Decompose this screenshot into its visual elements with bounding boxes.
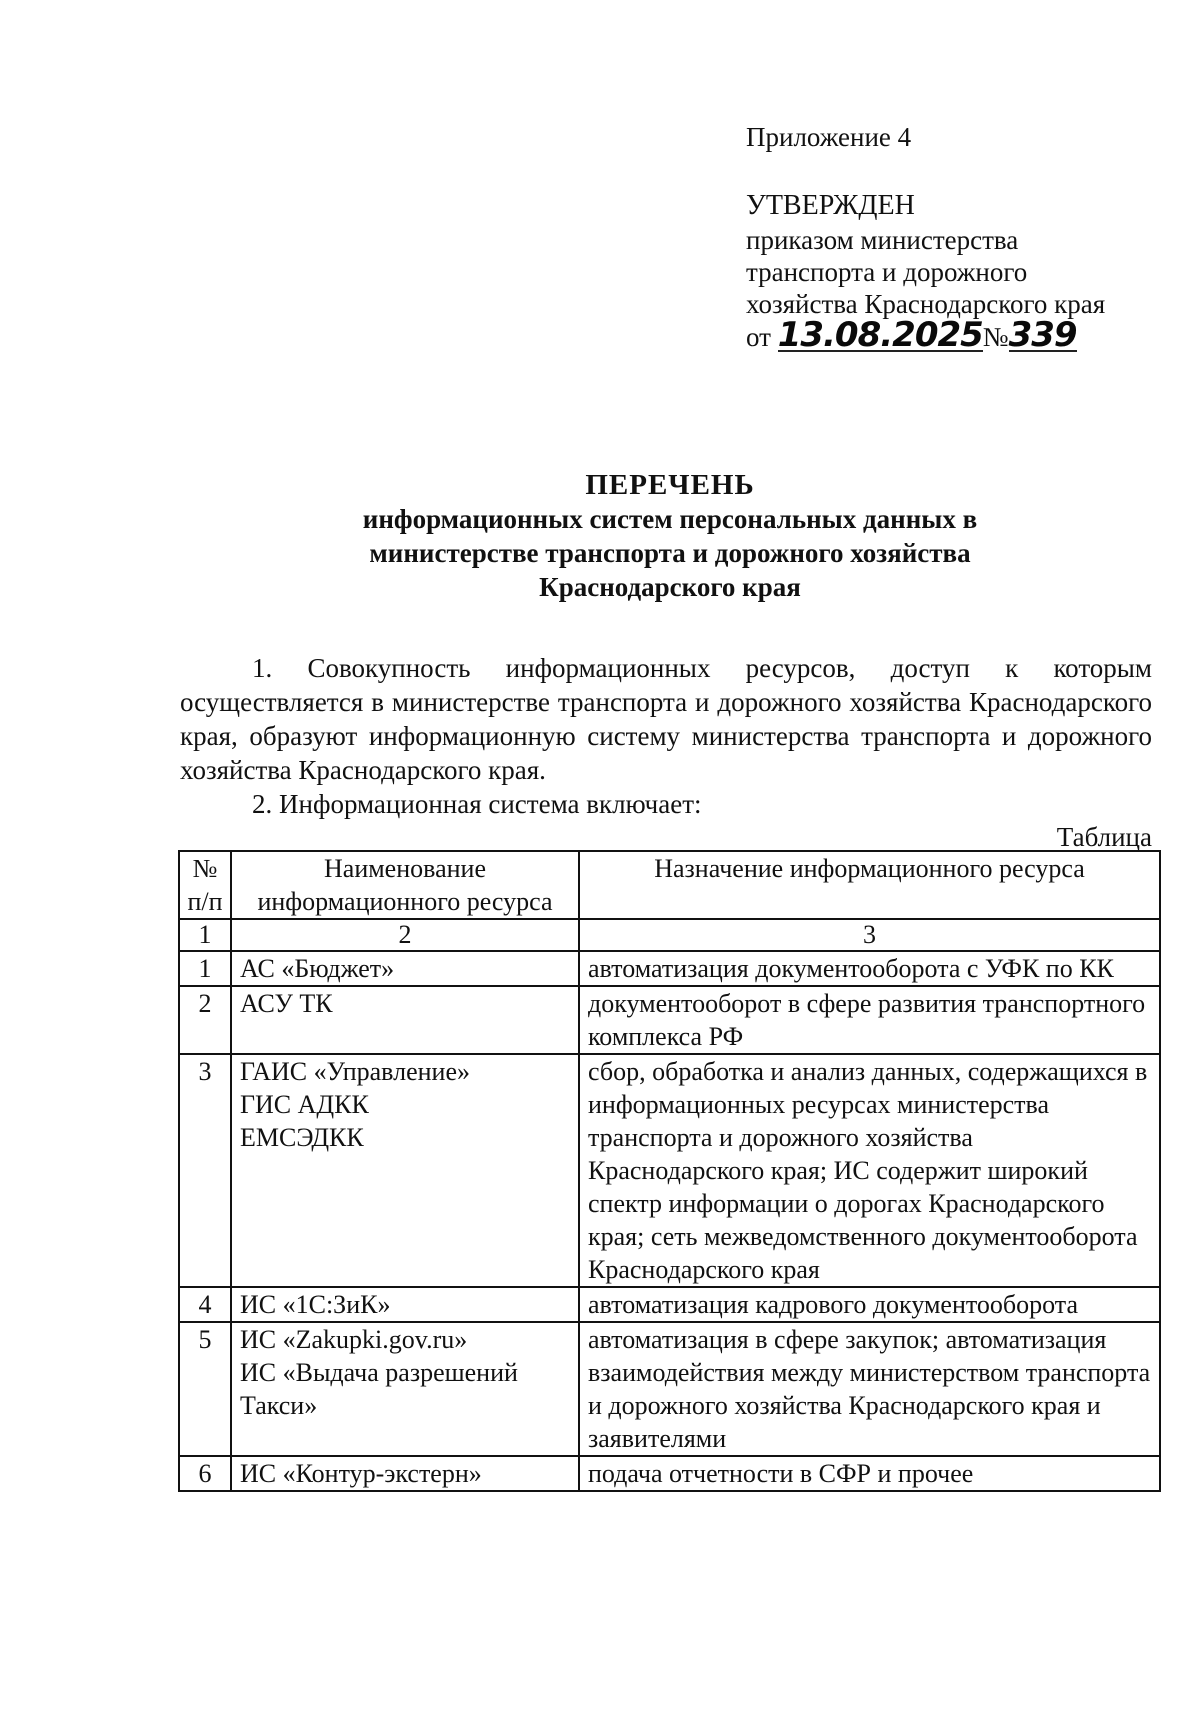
- approved-line: хозяйства Краснодарского края: [746, 289, 1106, 319]
- row-name: [231, 1322, 579, 1456]
- approved-heading: УТВЕРЖДЕН: [746, 190, 915, 221]
- row-purpose: автоматизация в сфере закупок; автоматизация взаимодействия между министерством транспорта и дорожного хозяйства Краснодарского края и заявителями: [579, 1322, 1160, 1456]
- column-number: 3: [579, 919, 1160, 951]
- resource-name: ИС «Zakupki.gov.ru»: [240, 1325, 468, 1354]
- title-line: министерстве транспорта и дорожного хозяйства: [369, 538, 971, 568]
- resource-name: ИС «Контур-экстерн»: [240, 1459, 482, 1488]
- resource-name: ИС «1С:ЗиК»: [240, 1290, 391, 1319]
- resource-name: ИС «Выдача разрешений Такси»: [240, 1358, 518, 1420]
- row-name: [231, 951, 579, 986]
- order-date-handwritten: 13.08.2025: [777, 315, 983, 355]
- approval-block: [746, 190, 1105, 353]
- resource-name: АСУ ТК: [240, 989, 333, 1018]
- approved-line: транспорта и дорожного: [746, 257, 1028, 287]
- table-row: [179, 986, 1160, 1054]
- row-num: 2: [179, 986, 231, 1054]
- row-num: 5: [179, 1322, 231, 1456]
- title-line: Краснодарского края: [539, 572, 801, 602]
- resource-name: ЕМСЭДКК: [240, 1123, 364, 1152]
- row-name: [231, 1456, 579, 1491]
- resource-name: АС «Бюджет»: [240, 954, 395, 983]
- row-num: 1: [179, 951, 231, 986]
- header-purpose: Назначение информационного ресурса: [579, 851, 1160, 919]
- title-line: информационных систем персональных данных в: [362, 504, 978, 534]
- row-name: [231, 1287, 579, 1322]
- document-title: [180, 468, 1160, 604]
- header-name: Наименование информационного ресурса: [231, 851, 579, 919]
- row-purpose: автоматизация документооборота с УФК по КК: [579, 951, 1160, 986]
- row-purpose: подача отчетности в СФР и прочее: [579, 1456, 1160, 1491]
- row-num: 4: [179, 1287, 231, 1322]
- header-num: № п/п: [179, 851, 231, 919]
- resource-name: ГАИС «Управление»: [240, 1057, 470, 1086]
- row-purpose: сбор, обработка и анализ данных, содержащихся в информационных ресурсах министерства транспорта и дорожного хозяйства Краснодарского края; ИС содержит широкий спектр информации о дорогах Краснодарского края; сеть межведомственного документооборота Краснодарского края: [579, 1054, 1160, 1287]
- row-num: 3: [179, 1054, 231, 1287]
- resource-name: ГИС АДКК: [240, 1090, 369, 1119]
- date-prefix: от: [746, 322, 771, 352]
- table-header-row: [179, 851, 1160, 919]
- paragraph-2: 2. Информационная система включает:: [252, 789, 702, 819]
- column-number: 1: [179, 919, 231, 951]
- approved-line: приказом министерства: [746, 225, 1019, 255]
- table-label: Таблица: [1056, 822, 1152, 852]
- row-num: 6: [179, 1456, 231, 1491]
- column-number-row: [179, 919, 1160, 951]
- table-row: [179, 1456, 1160, 1491]
- table-row: [179, 951, 1160, 986]
- table-row: [179, 1054, 1160, 1287]
- order-date-line: [746, 315, 1105, 355]
- table-row: [179, 1287, 1160, 1322]
- row-name: [231, 986, 579, 1054]
- number-sign: №: [982, 322, 1009, 352]
- order-number-handwritten: 339: [1008, 315, 1077, 355]
- row-purpose: автоматизация кадрового документооборота: [579, 1287, 1160, 1322]
- column-number: 2: [231, 919, 579, 951]
- appendix-label: Приложение 4: [746, 122, 912, 152]
- title-main: ПЕРЕЧЕНЬ: [585, 469, 755, 501]
- paragraph-1: 1. Совокупность информационных ресурсов, доступ к которым осуществляется в министерстве транспорта и дорожного хозяйства Краснодарского края, образуют информационную систему министерства транспорта и дорожного хозяйства Краснодарского края.: [180, 653, 1152, 785]
- table-row: [179, 1322, 1160, 1456]
- row-purpose: документооборот в сфере развития транспортного комплекса РФ: [579, 986, 1160, 1054]
- row-name: [231, 1054, 579, 1287]
- resources-table: [178, 850, 1161, 1492]
